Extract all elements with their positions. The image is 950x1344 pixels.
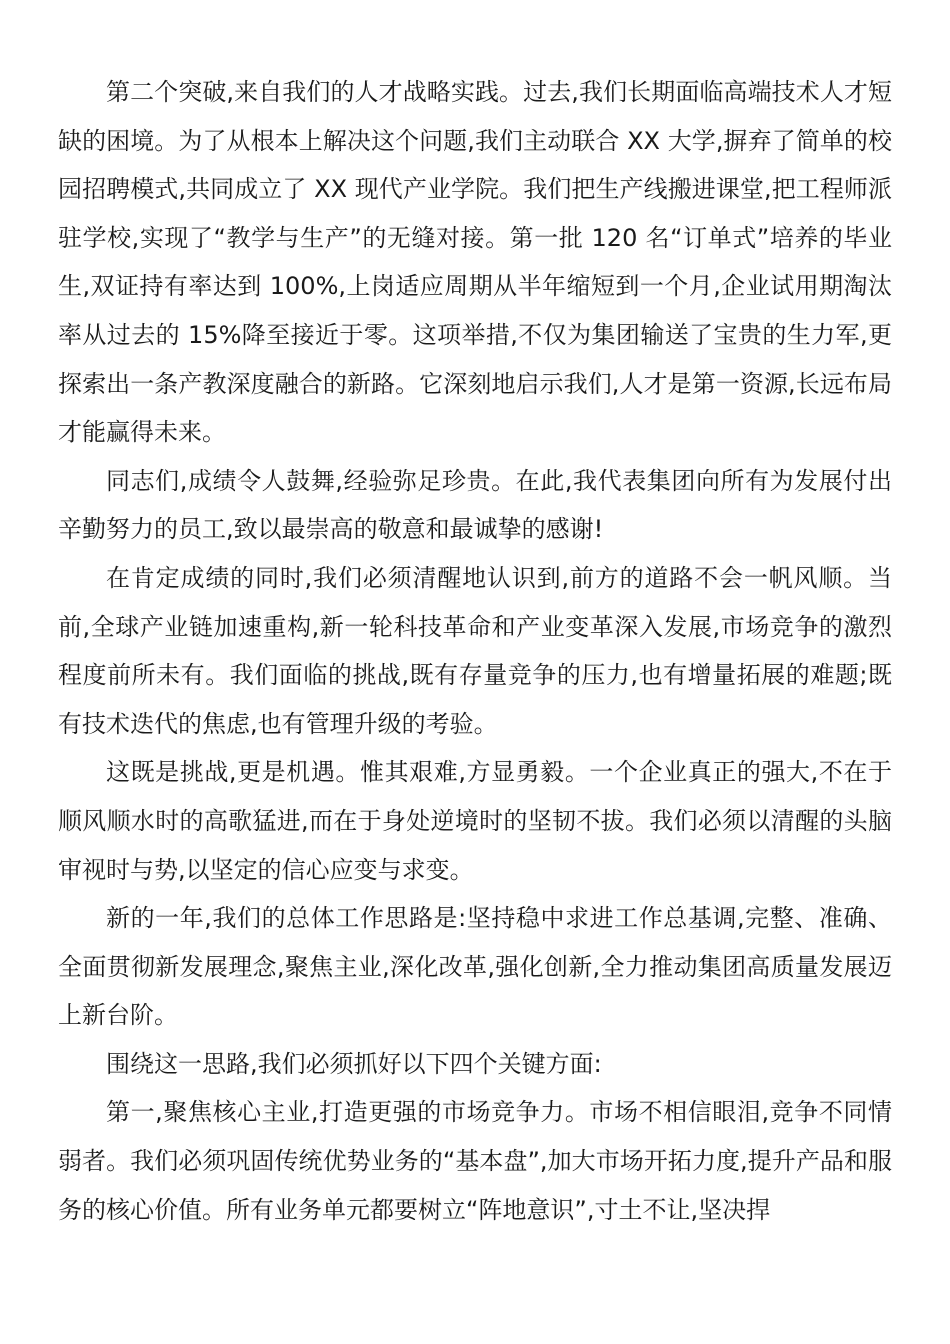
document-page — [58, 68, 892, 1234]
paragraph-opportunity: 这既是挑战,更是机遇。惟其艰难,方显勇毅。一个企业真正的强大,不在于顺风顺水时的高歌猛进,而在于身处逆境时的坚韧不拔。我们必须以清醒的头脑审视时与势,以坚定的信心应变与求变。 — [58, 758, 892, 884]
paragraph-gratitude: 同志们,成绩令人鼓舞,经验弥足珍贵。在此,我代表集团向所有为发展付出辛勤努力的员工,致以最崇高的敬意和最诚挚的感谢! — [58, 466, 892, 544]
paragraph-four-aspects: 围绕这一思路,我们必须抓好以下四个关键方面: — [106, 1049, 602, 1078]
paragraph-challenges: 在肯定成绩的同时,我们必须清醒地认识到,前方的道路不会一帆风顺。当前,全球产业链加速重构,新一轮科技革命和产业变革深入发展,市场竞争的激烈程度前所未有。我们面临的挑战,既有存量竞争的压力,也有增量拓展的难题;既有技术迭代的焦虑,也有管理升级的考验。 — [58, 563, 892, 738]
paragraph-work-approach: 新的一年,我们的总体工作思路是:坚持稳中求进工作总基调,完整、准确、全面贯彻新发展理念,聚焦主业,深化改革,强化创新,全力推动集团高质量发展迈上新台阶。 — [58, 904, 892, 1030]
paragraph-talent-strategy: 第二个突破,来自我们的人才战略实践。过去,我们长期面临高端技术人才短缺的困境。为了从根本上解决这个问题,我们主动联合 XX 大学,摒弃了简单的校园招聘模式,共同成立了 XX 现代产业学院。我们把生产线搬进课堂,把工程师派驻学校,实现了“教学与生产”的无缝对接。第一批 120 名“订单式”培养的毕业生,双证持有率达到 100%,上岗适应周期从半年缩短到一个月,企业试用期淘汰率从过去的 15%降至接近于零。这项举措,不仅为集团输送了宝贵的生力军,更探索出一条产教深度融合的新路。它深刻地启示我们,人才是第一资源,长远布局才能赢得未来。 — [58, 78, 892, 447]
paragraph-first-aspect: 第一,聚焦核心主业,打造更强的市场竞争力。市场不相信眼泪,竞争不同情弱者。我们必须巩固传统优势业务的“基本盘”,加大市场开拓力度,提升产品和服务的核心价值。所有业务单元都要树立“阵地意识”,寸土不让,坚决捍 — [58, 1098, 892, 1224]
